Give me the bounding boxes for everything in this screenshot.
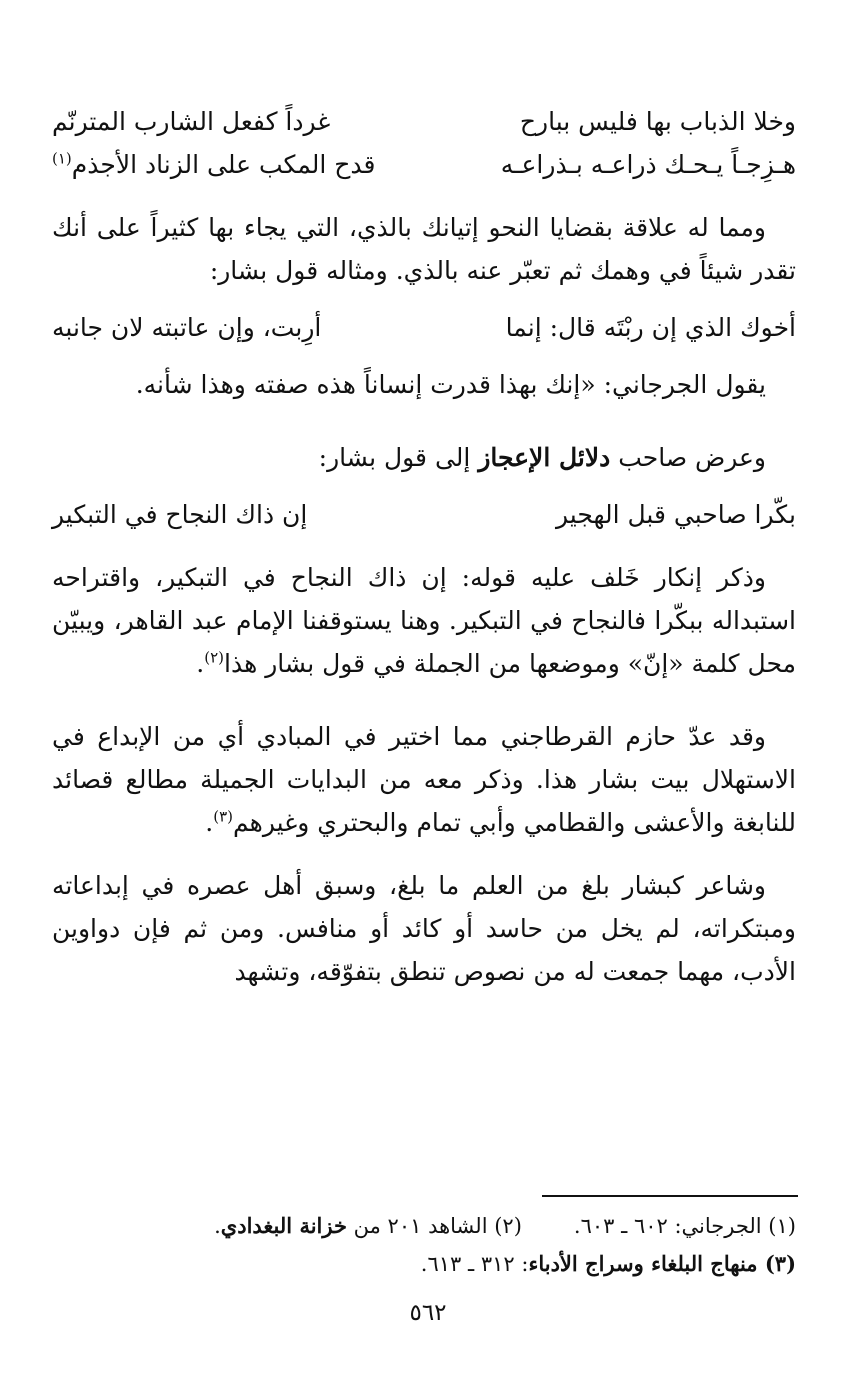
- footnote-text: (٢) الشاهد ٢٠١ من: [346, 1214, 522, 1238]
- footnote-row: [52, 1245, 796, 1283]
- verse-line: [52, 143, 796, 186]
- verse-second-hemistich: إن ذاك النجاح في التبكير: [52, 500, 308, 529]
- book-title: دلائل الإعجاز: [478, 443, 611, 472]
- book-title: (٣) منهاج البلغاء وسراج الأدباء: [528, 1251, 796, 1276]
- footnote-1: (١) الجرجاني: ٦٠٢ ـ ٦٠٣.: [573, 1214, 796, 1238]
- paragraph: ومما له علاقة بقضايا النحو إتيانك بالذي، التي يجاء بها كثيراً على أنك تقدر شيئاً في وهمك ثم تعبّر عنه بالذي. ومثاله قول بشار:: [52, 213, 796, 285]
- verse-first-hemistich: وخلا الذباب بها فليس ببارح: [519, 107, 796, 136]
- verse-first-hemistich: بكّرا صاحبي قبل الهجير: [555, 500, 796, 529]
- paragraph: [52, 556, 796, 685]
- footnote-3: [421, 1245, 796, 1283]
- paragraph-text: وقد عدّ حازم القرطاجني مما اختير في المبادي أي من الإبداع في الاستهلال بيت بشار هذا. وذكر معه من البدايات الجميلة مطالع قصائد للنابغة والأعشى والقطامي وأبي تمام والبحتري وغيرهم: [52, 722, 796, 837]
- footnote-row: [52, 1207, 796, 1245]
- paragraph-end: .: [196, 649, 205, 678]
- paragraph-text: وعرض صاحب: [610, 443, 766, 472]
- verse-line: [52, 306, 796, 349]
- paragraph: [52, 715, 796, 844]
- footnote-2: [214, 1207, 522, 1245]
- verse-second-hemistich: غرداً كفعل الشارب المترنّم: [52, 107, 331, 136]
- verse-first-hemistich: هـزِجـاً يـحـك ذراعـه بـذراعـه: [500, 150, 796, 179]
- page-body: [52, 100, 796, 993]
- footnote-marker: (٣): [213, 807, 234, 826]
- verse-first-hemistich: أخوك الذي إن ربْتَه قال: إنما: [505, 313, 796, 342]
- footnote-marker: (٢): [204, 648, 224, 667]
- paragraph-text: إلى قول بشار:: [318, 443, 479, 472]
- paragraph-text: وذكر إنكار خَلف عليه قوله: إن ذاك النجاح في التبكير، واقتراحه استبداله ببكّرا فالنجاح في التبكير. وهنا يستوقفنا الإمام عبد القاهر، ويبيّن محل كلمة «إنّ» وموضعها من الجملة في قول بشار هذا: [52, 563, 796, 678]
- book-title: خزانة البغدادي: [220, 1213, 347, 1238]
- verse-text: قدح المكب على الزناد الأجذم: [71, 150, 376, 179]
- verse-second-hemistich: [52, 143, 376, 186]
- verse-second-hemistich: أرِبت، وإن عاتبته لان جانبه: [52, 313, 322, 342]
- footnotes: [52, 1207, 796, 1283]
- paragraph: [52, 436, 796, 479]
- paragraph: يقول الجرجاني: «إنك بهذا قدرت إنساناً هذه صفته وهذا شأنه.: [135, 370, 766, 399]
- page-number: ٥٦٢: [409, 1300, 447, 1326]
- footnote-separator: [542, 1195, 798, 1197]
- footnote-text: : ٣١٢ ـ ٦١٣.: [420, 1252, 529, 1276]
- paragraph-end: .: [205, 808, 214, 837]
- footnote-end: .: [214, 1214, 221, 1238]
- verse-line: [52, 493, 796, 536]
- verse-line: [52, 100, 796, 143]
- paragraph: وشاعر كبشار بلغ من العلم ما بلغ، وسبق أهل عصره في إبداعاته ومبتكراته، لم يخل من حاسد أو كائد أو منافس. ومن ثم فإن دواوين الأدب، مهما جمعت له من نصوص تنطق بتفوّقه، وتشهد: [52, 871, 796, 986]
- footnote-marker: (١): [52, 149, 72, 168]
